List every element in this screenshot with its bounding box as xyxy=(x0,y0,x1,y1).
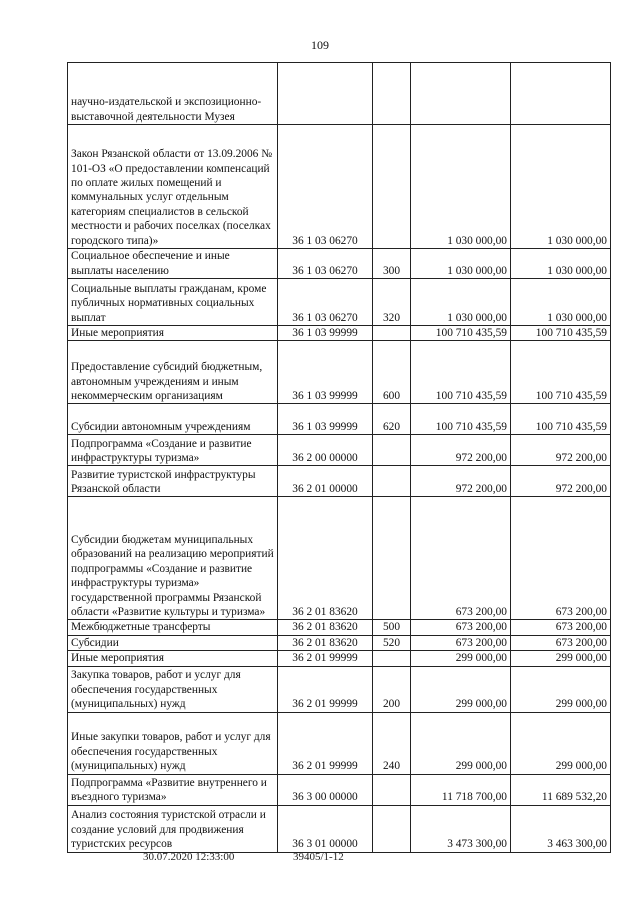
cell-amount1: 972 200,00 xyxy=(411,435,511,466)
cell-amount1: 972 200,00 xyxy=(411,466,511,497)
cell-kind: 600 xyxy=(373,341,411,404)
cell-kind: 200 xyxy=(373,666,411,712)
cell-amount2: 972 200,00 xyxy=(511,435,611,466)
cell-amount2: 673 200,00 xyxy=(511,497,611,620)
cell-amount1: 299 000,00 xyxy=(411,712,511,774)
cell-name: Межбюджетные трансферты xyxy=(68,620,278,635)
cell-code: 36 3 00 00000 xyxy=(278,774,373,805)
cell-amount1 xyxy=(411,63,511,125)
cell-name: Закон Рязанской области от 13.09.2006 № 101-ОЗ «О предоставлении компенсаций по оплате жилых помещений и коммунальных услуг отдельным категориям специалистов в сельской местности и рабочих поселках (поселках городского типа)» xyxy=(68,125,278,249)
table-row xyxy=(68,635,611,650)
budget-table-body xyxy=(68,63,611,853)
cell-amount2: 1 030 000,00 xyxy=(511,125,611,249)
cell-amount1: 299 000,00 xyxy=(411,666,511,712)
cell-amount1: 673 200,00 xyxy=(411,497,511,620)
cell-kind: 500 xyxy=(373,620,411,635)
cell-code: 36 2 01 99999 xyxy=(278,651,373,666)
cell-code: 36 2 00 00000 xyxy=(278,435,373,466)
page-number: 109 xyxy=(311,38,329,52)
cell-amount1: 1 030 000,00 xyxy=(411,125,511,249)
cell-kind: 520 xyxy=(373,635,411,650)
cell-amount1: 299 000,00 xyxy=(411,651,511,666)
cell-kind xyxy=(373,774,411,805)
table-row xyxy=(68,341,611,404)
cell-name: Развитие туристской инфраструктуры Рязанской области xyxy=(68,466,278,497)
cell-kind xyxy=(373,497,411,620)
cell-amount1: 100 710 435,59 xyxy=(411,326,511,341)
cell-amount2: 3 463 300,00 xyxy=(511,805,611,852)
table-row xyxy=(68,666,611,712)
cell-amount2: 972 200,00 xyxy=(511,466,611,497)
table-row xyxy=(68,435,611,466)
table-row xyxy=(68,63,611,125)
cell-kind xyxy=(373,326,411,341)
cell-amount1: 3 473 300,00 xyxy=(411,805,511,852)
cell-kind: 240 xyxy=(373,712,411,774)
table-row xyxy=(68,620,611,635)
cell-amount2: 673 200,00 xyxy=(511,635,611,650)
cell-name: Социальное обеспечение и иные выплаты населению xyxy=(68,249,278,279)
footer-doc-number: 39405/1-12 xyxy=(293,851,344,863)
cell-amount1: 673 200,00 xyxy=(411,635,511,650)
cell-kind xyxy=(373,435,411,466)
cell-name: Предоставление субсидий бюджетным, автономным учреждениям и иным некоммерческим организациям xyxy=(68,341,278,404)
cell-amount2 xyxy=(511,63,611,125)
cell-name: Подпрограмма «Развитие внутреннего и въездного туризма» xyxy=(68,774,278,805)
table-row xyxy=(68,125,611,249)
table-row xyxy=(68,404,611,435)
cell-kind xyxy=(373,125,411,249)
cell-code: 36 1 03 99999 xyxy=(278,341,373,404)
budget-table xyxy=(67,62,611,853)
cell-amount2: 299 000,00 xyxy=(511,666,611,712)
cell-name: Подпрограмма «Создание и развитие инфраструктуры туризма» xyxy=(68,435,278,466)
cell-amount2: 299 000,00 xyxy=(511,651,611,666)
table-row xyxy=(68,249,611,279)
cell-name: Субсидии xyxy=(68,635,278,650)
cell-amount2: 11 689 532,20 xyxy=(511,774,611,805)
cell-name: Закупка товаров, работ и услуг для обеспечения государственных (муниципальных) нужд xyxy=(68,666,278,712)
cell-kind: 300 xyxy=(373,249,411,279)
cell-kind xyxy=(373,805,411,852)
cell-code: 36 2 01 00000 xyxy=(278,466,373,497)
cell-code: 36 2 01 99999 xyxy=(278,712,373,774)
table-row xyxy=(68,466,611,497)
cell-amount1: 1 030 000,00 xyxy=(411,279,511,326)
cell-name: научно-издательской и экспозиционно-выставочной деятельности Музея xyxy=(68,63,278,125)
cell-amount2: 100 710 435,59 xyxy=(511,404,611,435)
cell-amount2: 100 710 435,59 xyxy=(511,326,611,341)
cell-code: 36 2 01 83620 xyxy=(278,635,373,650)
cell-amount2: 1 030 000,00 xyxy=(511,249,611,279)
cell-code: 36 2 01 83620 xyxy=(278,620,373,635)
cell-code: 36 1 03 06270 xyxy=(278,249,373,279)
cell-name: Иные мероприятия xyxy=(68,326,278,341)
cell-kind xyxy=(373,466,411,497)
table-row xyxy=(68,279,611,326)
cell-code: 36 1 03 99999 xyxy=(278,404,373,435)
cell-amount2: 1 030 000,00 xyxy=(511,279,611,326)
cell-code xyxy=(278,63,373,125)
table-row xyxy=(68,712,611,774)
cell-name: Социальные выплаты гражданам, кроме публичных нормативных социальных выплат xyxy=(68,279,278,326)
cell-amount1: 673 200,00 xyxy=(411,620,511,635)
footer-date: 30.07.2020 12:33:00 xyxy=(143,851,235,863)
cell-code: 36 1 03 06270 xyxy=(278,279,373,326)
cell-amount1: 100 710 435,59 xyxy=(411,341,511,404)
cell-kind: 320 xyxy=(373,279,411,326)
cell-code: 36 2 01 83620 xyxy=(278,497,373,620)
cell-amount2: 299 000,00 xyxy=(511,712,611,774)
table-row xyxy=(68,326,611,341)
cell-amount1: 100 710 435,59 xyxy=(411,404,511,435)
cell-amount1: 1 030 000,00 xyxy=(411,249,511,279)
cell-name: Субсидии бюджетам муниципальных образований на реализацию мероприятий подпрограммы «Создание и развитие инфраструктуры туризма» государственной программы Рязанской области «Развитие культуры и туризма» xyxy=(68,497,278,620)
cell-name: Субсидии автономным учреждениям xyxy=(68,404,278,435)
cell-amount2: 100 710 435,59 xyxy=(511,341,611,404)
table-row xyxy=(68,774,611,805)
cell-kind xyxy=(373,63,411,125)
cell-code: 36 2 01 99999 xyxy=(278,666,373,712)
cell-name: Иные мероприятия xyxy=(68,651,278,666)
cell-kind: 620 xyxy=(373,404,411,435)
table-row xyxy=(68,651,611,666)
table-row xyxy=(68,805,611,852)
cell-code: 36 3 01 00000 xyxy=(278,805,373,852)
cell-amount1: 11 718 700,00 xyxy=(411,774,511,805)
cell-amount2: 673 200,00 xyxy=(511,620,611,635)
cell-code: 36 1 03 06270 xyxy=(278,125,373,249)
table-row xyxy=(68,497,611,620)
cell-kind xyxy=(373,651,411,666)
cell-name: Иные закупки товаров, работ и услуг для обеспечения государственных (муниципальных) нужд xyxy=(68,712,278,774)
cell-name: Анализ состояния туристской отрасли и создание условий для продвижения туристских ресурсов xyxy=(68,805,278,852)
cell-code: 36 1 03 99999 xyxy=(278,326,373,341)
